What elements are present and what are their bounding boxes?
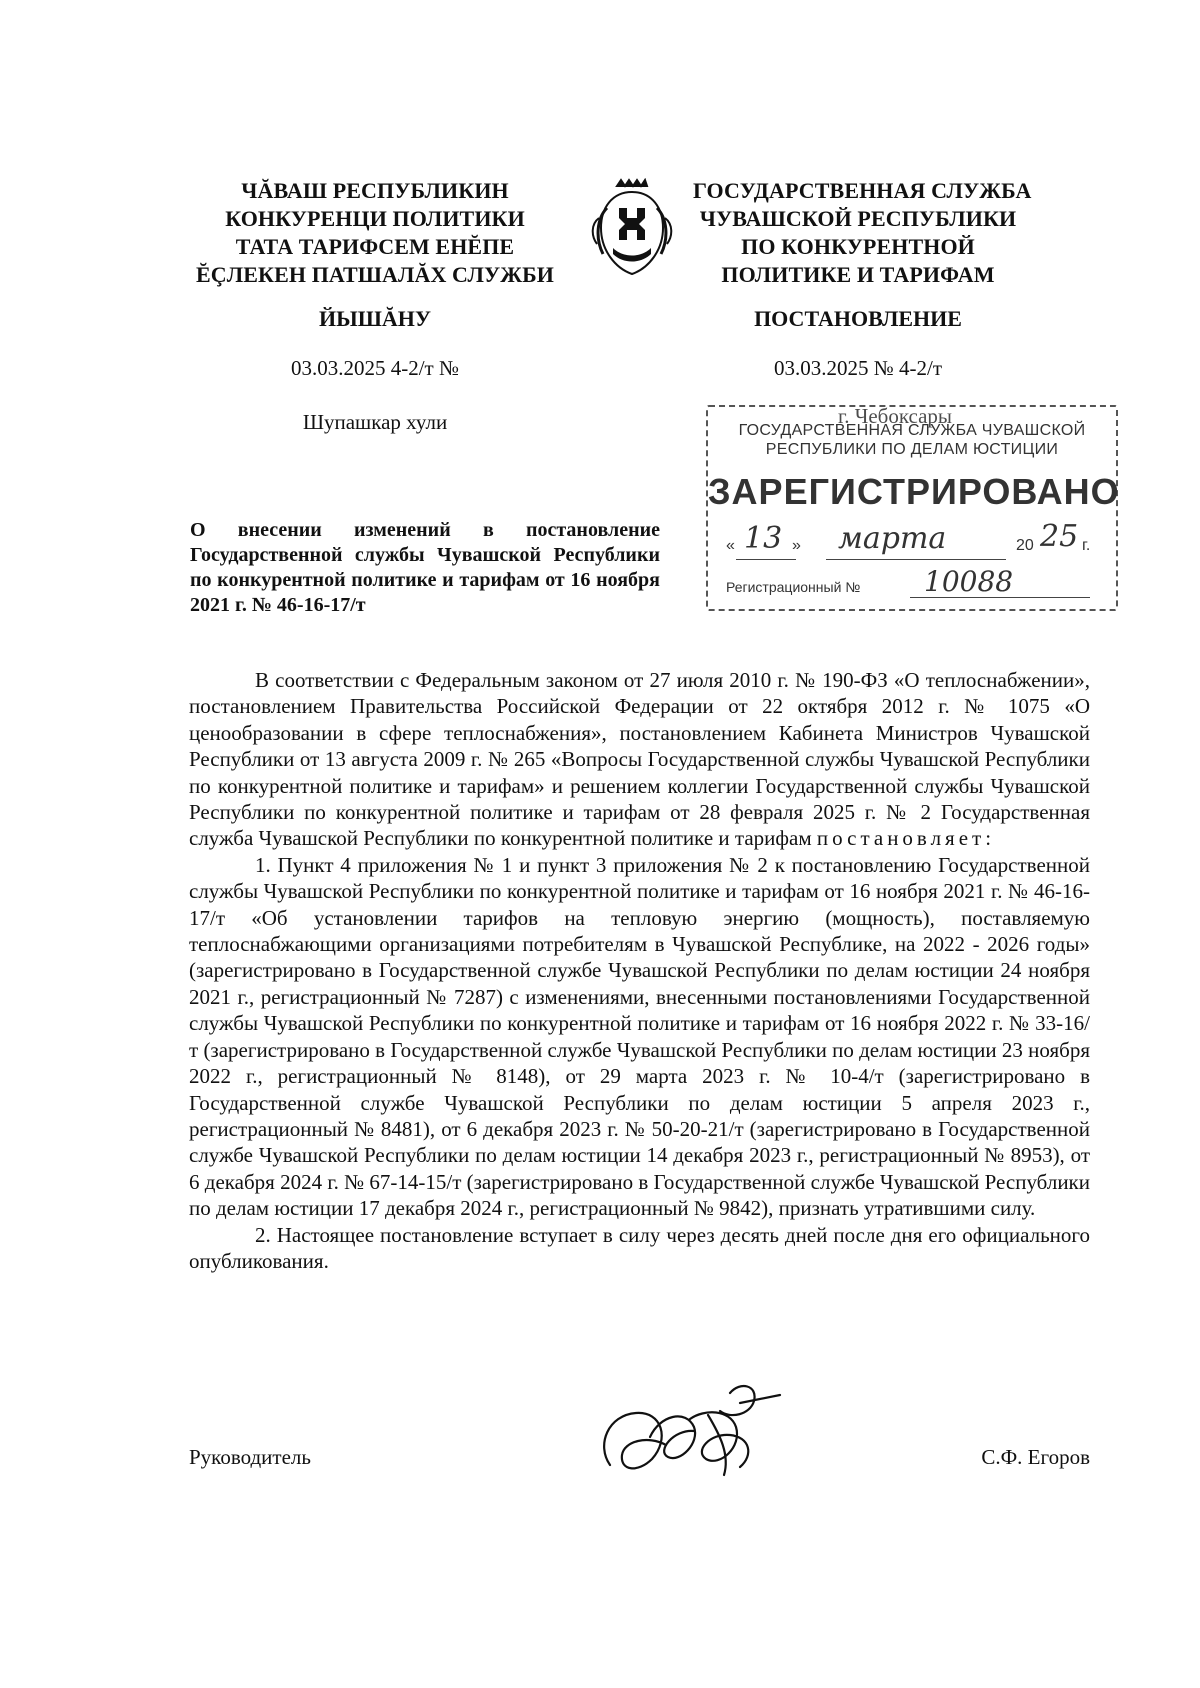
city-chuvash: Шупашкар хули: [302, 410, 448, 434]
date-number-chuvash: 03.03.2025 4-2/т №: [290, 356, 460, 380]
stamp-reg-label: Регистрационный №: [726, 579, 861, 595]
stamp-org-line: ГОСУДАРСТВЕННАЯ СЛУЖБА ЧУВАШСКОЙ: [738, 422, 1086, 439]
city-russian: г. Чебоксары: [837, 404, 953, 428]
stamp-org-line: РЕСПУБЛИКИ ПО ДЕЛАМ ЮСТИЦИИ: [765, 441, 1059, 458]
stamp-year-suffix: 25: [1040, 519, 1079, 554]
header-left-line: ЧĂВАШ РЕСПУБЛИКИН: [241, 178, 509, 203]
stamp-reg-row: [726, 567, 1106, 603]
handwritten-signature-icon: [590, 1375, 790, 1485]
doc-type-russian: ПОСТАНОВЛЕНИЕ: [754, 306, 962, 331]
preamble-paragraph: В соответствии с Федеральным законом от 27 июля 2010 г. № 190-ФЗ «О теплоснабжении», постановлением Правительства Российской Федерации от 22 октября 2012 г. № 1075 «О ценообразовании в сфере теплоснабжения», постановлением Кабинета Министров Чувашской Республики от 13 августа 2009 г. № 265 «Вопросы Государственной службы Чувашской Республики по конкурентной политике и тарифам» и решением коллегии Государственной службы Чувашской Республики по конкурентной политике и тарифам от 28 февраля 2025 г. № 2 Государственная служба Чувашской Республики по конкурентной политике и тарифам постановляет:: [189, 668, 1090, 851]
header-right-line: ЧУВАШСКОЙ РЕСПУБЛИКИ: [699, 206, 1017, 231]
decree-word: постановляет:: [816, 826, 996, 851]
date-number-russian: 03.03.2025 № 4-2/т: [773, 356, 943, 380]
item-2-paragraph: 2. Настоящее постановление вступает в силу через десять дней после дня его официального опубликования.: [189, 1222, 1090, 1273]
doc-type-chuvash: ЙЫШĂНУ: [318, 306, 432, 331]
stamp-date: « 13 » марта 20 25 г.: [726, 525, 1106, 565]
stamp-year-prefix: 20: [1016, 537, 1034, 554]
header-right-org: [693, 177, 1032, 289]
registration-stamp: [706, 405, 1118, 611]
signatory-name: С.Ф. Егоров: [981, 1445, 1090, 1469]
stamp-year-unit: г.: [1082, 537, 1091, 554]
chuvash-emblem-icon: [587, 178, 677, 278]
signatory-position: Руководитель: [189, 1445, 311, 1469]
header-right-line: ПОЛИТИКЕ И ТАРИФАМ: [721, 262, 995, 287]
stamp-reg-number: 10088: [924, 565, 1014, 598]
item-1-paragraph: 1. Пункт 4 приложения № 1 и пункт 3 приложения № 2 к постановлению Государственной службы Чувашской Республики по конкурентной политике и тарифам от 16 ноября 2021 г. № 46-16-17/т «Об установлении тарифов на тепловую энергию (мощность), поставляемую теплоснабжающими организациями потребителям в Чувашской Республике, на 2022 - 2026 годы» (зарегистрировано в Государственной службе Чувашской Республики по делам юстиции 24 ноября 2021 г., регистрационный № 7287) с изменениями, внесенными постановлениями Государственной службы Чувашской Республики по конкурентной политике и тарифам от 16 ноября 2022 г. № 33-16/т (зарегистрировано в Государственной службе Чувашской Республики по делам юстиции 23 ноября 2022 г., регистрационный № 8148), от 29 марта 2023 г. № 10-4/т (зарегистрировано в Государственной службе Чувашской Республики по делам юстиции 5 апреля 2023 г., регистрационный № 8481), от 6 декабря 2023 г. № 50-20-21/т (зарегистрировано в Государственной службе Чувашской Республики по делам юстиции 14 декабря 2023 г., регистрационный № 8953), от 6 декабря 2024 г. № 67-14-15/т (зарегистрировано в Государственной службе Чувашской Республики по делам юстиции 17 декабря 2024 г., регистрационный № 9842), признать утратившими силу.: [189, 852, 1090, 1221]
document-subject: О внесении изменений в постановление Государственной службы Чувашской Республики по конкурентной политике и тарифам от 16 ноября 2021 г. № 46-16-17/т: [190, 519, 660, 616]
stamp-day: 13: [744, 521, 783, 556]
stamp-status: ЗАРЕГИСТРИРОВАНО: [708, 471, 1120, 512]
document-body: [189, 667, 1090, 1274]
header-left-line: ĔÇЛЕКЕН ПАТШАЛĂХ СЛУЖБИ: [196, 262, 554, 287]
header-right-line: ПО КОНКУРЕНТНОЙ: [741, 234, 975, 259]
header-left-line: ТАТА ТАРИФСЕМ ЕНĔПЕ: [235, 234, 515, 259]
header-left-line: КОНКУРЕНЦИ ПОЛИТИКИ: [225, 206, 525, 231]
stamp-month: марта: [838, 521, 947, 556]
header-right-line: ГОСУДАРСТВЕННАЯ СЛУЖБА: [693, 178, 1032, 203]
header-left-org: [175, 177, 575, 289]
